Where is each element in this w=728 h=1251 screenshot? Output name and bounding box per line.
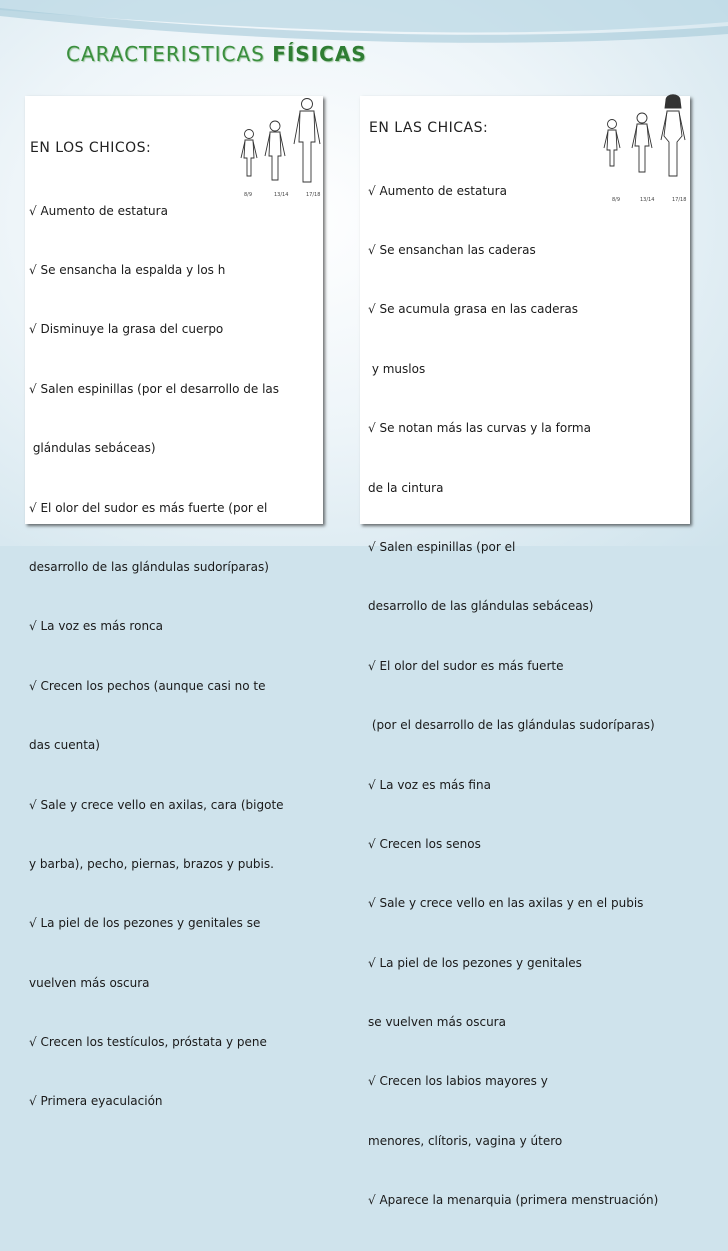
title-bold: FÍSICAS xyxy=(272,42,367,66)
boys-list-item: y barba), pecho, piernas, brazos y pubis. xyxy=(29,856,274,871)
title-prefix: CARACTERISTICAS xyxy=(66,42,265,66)
girls-figure-label: 8/9 xyxy=(612,197,621,203)
girls-list-item: √ Aparece la menarquia (primera menstruación) xyxy=(368,1193,659,1208)
girls-figure-label: 17/18 xyxy=(672,197,687,203)
boys-list-item: √ Sale y crece vello en axilas, cara (bigote xyxy=(29,797,284,812)
girls-list-item: √ La voz es más fina xyxy=(368,777,491,792)
slide-title xyxy=(66,42,367,66)
girls-list-item: √ Aumento de estatura xyxy=(368,183,507,198)
girls-list-item: √ Crecen los labios mayores y xyxy=(368,1074,548,1089)
boys-heading: EN LOS CHICOS: xyxy=(30,140,152,156)
boys-list-item: √ Salen espinillas (por el desarrollo de las xyxy=(29,381,280,396)
boys-list-item: √ La piel de los pezones y genitales se xyxy=(29,916,261,931)
girls-list-item: se vuelven más oscura xyxy=(368,1015,506,1030)
boys-list-item: √ Disminuye la grasa del cuerpo xyxy=(29,322,224,337)
girls-panel xyxy=(360,96,690,1208)
boys-list-item: √ Primera eyaculación xyxy=(29,1094,163,1109)
girls-list-item: y muslos xyxy=(368,361,426,376)
boys-list-item: glándulas sebáceas) xyxy=(29,441,156,456)
boys-figure-label: 13/14 xyxy=(274,192,289,198)
boys-list-item: vuelven más oscura xyxy=(29,975,150,990)
girls-heading: EN LAS CHICAS: xyxy=(369,120,489,136)
girls-list-item: √ Sale y crece vello en las axilas y en el pubis xyxy=(368,896,644,911)
boys-list-item: √ La voz es más ronca xyxy=(29,619,163,634)
girls-list-item: √ El olor del sudor es más fuerte xyxy=(368,658,564,673)
boys-list-item: desarrollo de las glándulas sudoríparas) xyxy=(29,559,269,574)
boys-list xyxy=(29,162,284,1152)
girls-list-item: √ Salen espinillas (por el xyxy=(368,539,516,554)
boys-list-item: √ Aumento de estatura xyxy=(29,203,168,218)
boys-list-item: √ Crecen los testículos, próstata y pene xyxy=(29,1035,267,1050)
girls-list-item: √ Crecen los senos xyxy=(368,836,481,851)
girls-list-item: √ Se notan más las curvas y la forma xyxy=(368,421,591,436)
boys-list-item: das cuenta) xyxy=(29,738,100,753)
boys-figure-label: 8/9 xyxy=(244,192,253,198)
girls-figure-label: 13/14 xyxy=(640,197,655,203)
girls-list-item: (por el desarrollo de las glándulas sudoríparas) xyxy=(368,718,655,733)
girls-list-item: menores, clítoris, vagina y útero xyxy=(368,1133,563,1148)
girls-list-item: √ Se ensanchan las caderas xyxy=(368,242,536,257)
girls-list-item: √ Se acumula grasa en las caderas xyxy=(368,302,578,317)
boys-list-item: √ El olor del sudor es más fuerte (por el xyxy=(29,500,268,515)
boys-figure-label: 17/18 xyxy=(306,192,321,198)
boys-panel xyxy=(25,96,323,1109)
boys-list-item: √ Crecen los pechos (aunque casi no te xyxy=(29,678,266,693)
girls-list xyxy=(368,142,658,1251)
girls-list-item: desarrollo de las glándulas sebáceas) xyxy=(368,599,594,614)
girls-list-item: √ La piel de los pezones y genitales xyxy=(368,955,582,970)
boys-list-item: √ Se ensancha la espalda y los h xyxy=(29,262,226,277)
girls-list-item: de la cintura xyxy=(368,480,444,495)
